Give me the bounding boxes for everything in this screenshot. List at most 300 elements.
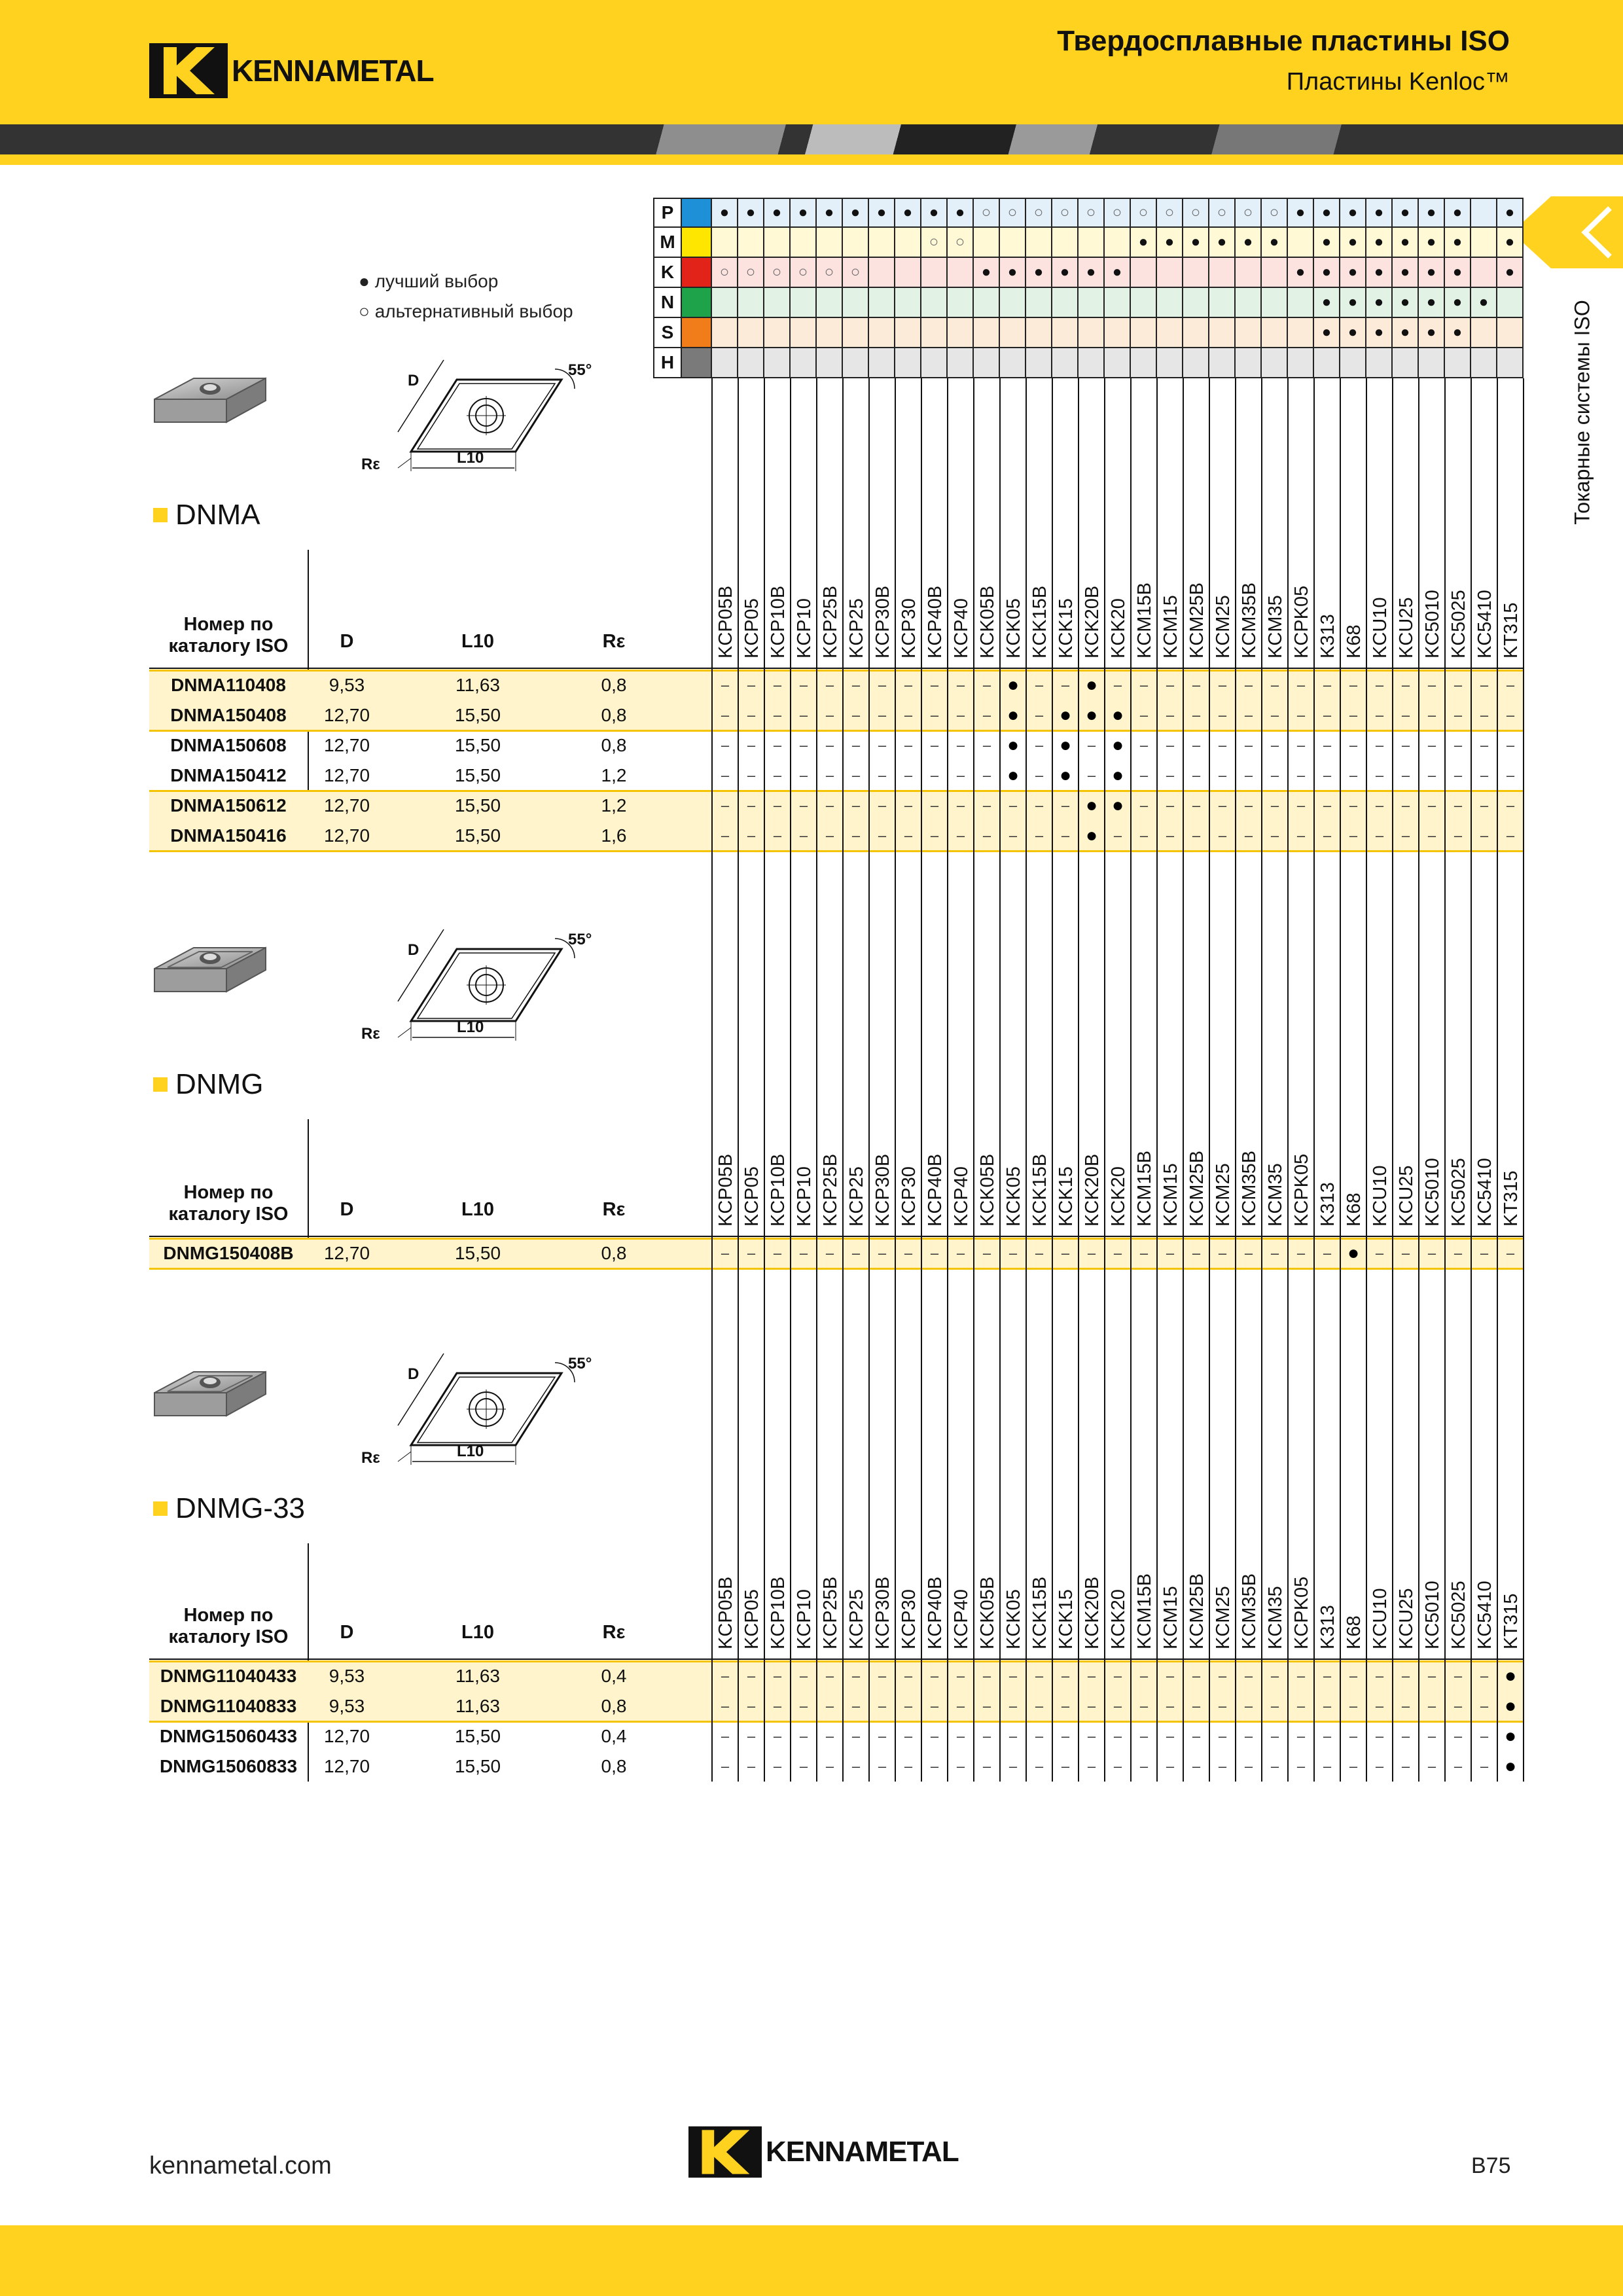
- grade-availability: –: [1139, 797, 1149, 814]
- grade-label-text: KCP10B: [768, 585, 789, 658]
- grade-label-text: K313: [1317, 1182, 1338, 1227]
- part-number[interactable]: DNMG150408B: [163, 1243, 294, 1263]
- material-mark: [1157, 288, 1183, 318]
- grade-label-text: K313: [1317, 1605, 1338, 1649]
- dim-d: 9,53: [329, 675, 365, 695]
- grade-availability: –: [1061, 1758, 1070, 1774]
- legend-best: ● лучший выбор: [359, 271, 499, 291]
- grade-availability: –: [1375, 797, 1384, 814]
- column-header-d: D: [340, 1199, 354, 1220]
- grade-availability: –: [825, 1698, 834, 1714]
- grade-availability: –: [1401, 677, 1410, 693]
- dim-re: 1,2: [601, 795, 627, 816]
- material-mark: ●: [1340, 228, 1366, 258]
- grade-availability: –: [982, 827, 991, 844]
- material-mark: [791, 348, 817, 378]
- grade-label-text: KCP10: [794, 1589, 815, 1649]
- grade-availability: –: [1087, 1758, 1096, 1774]
- grade-availability: ●: [1007, 704, 1020, 726]
- grade-availability: –: [1270, 767, 1279, 783]
- grade-availability: –: [1035, 1245, 1044, 1261]
- diagram-re-label: Rε: [361, 1025, 380, 1043]
- grade-label: [948, 1105, 974, 1227]
- grade-availability: –: [1454, 767, 1463, 783]
- grade-availability: –: [1506, 797, 1515, 814]
- grade-availability: –: [1454, 1698, 1463, 1714]
- material-mark: [1445, 348, 1471, 378]
- grade-label-text: KCP25B: [820, 585, 841, 658]
- grade-availability: –: [1296, 677, 1306, 693]
- material-mark: [1471, 318, 1497, 348]
- grade-label: [1105, 537, 1131, 658]
- grade-label-text: KCP30: [899, 1166, 919, 1227]
- grade-availability: –: [1480, 707, 1489, 723]
- grade-availability: –: [878, 737, 887, 753]
- grade-availability: –: [851, 677, 861, 693]
- grade-label: [1209, 1105, 1236, 1227]
- grade-label: [1157, 1528, 1183, 1649]
- grade-availability: –: [1035, 797, 1044, 814]
- table-row: [149, 730, 1524, 761]
- material-mark: [1393, 348, 1419, 378]
- grade-availability: –: [799, 677, 808, 693]
- dim-l10: 15,50: [454, 825, 501, 846]
- material-mark: [948, 348, 974, 378]
- grade-availability: –: [1061, 677, 1070, 693]
- grade-column-line: [842, 378, 844, 1782]
- material-mark: [1157, 318, 1183, 348]
- grade-label: [869, 537, 895, 658]
- grade-availability: –: [1427, 1668, 1436, 1684]
- material-mark: [948, 258, 974, 288]
- material-mark: [1105, 288, 1131, 318]
- grade-label-text: KCP05B: [715, 1576, 736, 1649]
- grade-availability: –: [956, 1758, 965, 1774]
- material-mark: [1105, 318, 1131, 348]
- grade-availability: –: [956, 767, 965, 783]
- material-mark: ●: [1445, 198, 1471, 228]
- grade-label: [1497, 537, 1524, 658]
- grade-label-text: KCM25: [1213, 1163, 1234, 1227]
- grade-availability: –: [1506, 1245, 1515, 1261]
- grade-availability: –: [1375, 1245, 1384, 1261]
- grade-availability: –: [1375, 767, 1384, 783]
- grade-label: [1471, 537, 1497, 658]
- grade-label-text: KCP30B: [872, 1576, 893, 1649]
- grade-availability: –: [956, 1698, 965, 1714]
- material-mark: [869, 288, 895, 318]
- grade-label-text: KCM15B: [1134, 582, 1155, 658]
- grade-label-text: KCP40B: [925, 1576, 946, 1649]
- grade-availability: –: [721, 737, 730, 753]
- section-title: [153, 1492, 305, 1525]
- grade-availability: –: [1323, 1698, 1332, 1714]
- grade-label-text: K68: [1344, 1615, 1364, 1649]
- grade-availability: –: [1087, 1728, 1096, 1744]
- grade-label-text: KCK15B: [1029, 1576, 1050, 1649]
- part-number[interactable]: DNMA150608: [170, 735, 287, 755]
- grade-availability: ●: [1085, 825, 1098, 846]
- grade-label: [948, 1528, 974, 1649]
- material-mark: ●: [1340, 288, 1366, 318]
- column-header-l10: L10: [461, 1622, 494, 1643]
- material-mark: [895, 318, 921, 348]
- grade-label: [1026, 537, 1052, 658]
- dim-l10: 15,50: [454, 1243, 501, 1263]
- grade-label-text: KCP10B: [768, 1153, 789, 1227]
- grade-label-text: KCK15: [1056, 598, 1077, 658]
- grade-availability: –: [1035, 677, 1044, 693]
- material-mark: [1497, 318, 1524, 348]
- dim-d: 12,70: [323, 825, 370, 846]
- grade-label-text: KCP25: [846, 1589, 867, 1649]
- grade-label-text: K313: [1317, 614, 1338, 658]
- material-mark: ○: [1157, 198, 1183, 228]
- section-title-text: DNMG: [175, 1068, 264, 1100]
- material-mark: ●: [1366, 288, 1393, 318]
- grade-label: [764, 537, 791, 658]
- grade-availability: –: [878, 1698, 887, 1714]
- section-header-rule: [149, 668, 1524, 669]
- grade-availability: –: [1480, 1668, 1489, 1684]
- grade-label-text: KCK15B: [1029, 585, 1050, 658]
- part-number[interactable]: DNMA110408: [171, 675, 286, 695]
- material-mark: [1288, 228, 1314, 258]
- grade-availability: –: [773, 767, 782, 783]
- grade-label: [1419, 537, 1445, 658]
- grade-column-line: [921, 378, 922, 1782]
- diagram-d-label: D: [408, 1365, 419, 1383]
- material-mark: ○: [1131, 198, 1157, 228]
- grade-label-text: KCK20: [1108, 598, 1129, 658]
- grade-availability: ●: [1059, 764, 1072, 786]
- grade-availability: –: [1087, 1668, 1096, 1684]
- grade-availability: –: [1349, 707, 1358, 723]
- material-mark: ●: [1497, 228, 1524, 258]
- material-mark: [817, 318, 843, 348]
- grade-label: [1236, 1105, 1262, 1227]
- material-mark: ○: [1262, 198, 1288, 228]
- grade-label-text: KCP40: [951, 1589, 972, 1649]
- grade-availability: –: [1454, 1668, 1463, 1684]
- grade-column-line: [868, 378, 870, 1782]
- material-mark: ○: [1183, 198, 1209, 228]
- material-mark: [895, 228, 921, 258]
- grade-availability: –: [1218, 767, 1227, 783]
- grade-availability: –: [1296, 1245, 1306, 1261]
- material-mark: ○: [843, 258, 869, 288]
- grade-availability: –: [1244, 707, 1253, 723]
- grade-availability: –: [721, 1245, 730, 1261]
- grade-label-text: KCP40B: [925, 585, 946, 658]
- diagram-l10-label: L10: [457, 1018, 484, 1036]
- grade-availability: –: [773, 737, 782, 753]
- material-mark: [1288, 318, 1314, 348]
- diagram-l10-label: L10: [457, 1443, 484, 1460]
- column-header-re: Rε: [602, 1622, 626, 1643]
- grade-label: [1471, 1528, 1497, 1649]
- grade-label-text: KCP05: [741, 1589, 762, 1649]
- grade-availability: –: [956, 1668, 965, 1684]
- material-mark: [1000, 288, 1026, 318]
- grade-availability: ●: [1111, 734, 1124, 756]
- material-mark: ●: [1314, 318, 1340, 348]
- material-mark: [921, 258, 948, 288]
- grade-availability: –: [904, 677, 913, 693]
- grade-label-text: KCP25B: [820, 1576, 841, 1649]
- section-title-marker: [153, 1077, 168, 1092]
- dim-l10: 15,50: [454, 765, 501, 785]
- grade-column-line: [1366, 378, 1367, 1782]
- grade-availability: –: [1427, 707, 1436, 723]
- grade-availability: –: [1244, 677, 1253, 693]
- grade-availability: –: [1427, 827, 1436, 844]
- dim-re: 0,4: [601, 1726, 627, 1746]
- grade-availability: –: [825, 707, 834, 723]
- grade-availability: –: [1375, 677, 1384, 693]
- grade-availability: –: [1113, 1668, 1122, 1684]
- grade-availability: –: [1139, 737, 1149, 753]
- grade-availability: –: [878, 797, 887, 814]
- part-number[interactable]: DNMA150416: [170, 825, 287, 846]
- grade-availability: –: [904, 1728, 913, 1744]
- grade-label-text: KCP40B: [925, 1153, 946, 1227]
- grade-availability: –: [1349, 1668, 1358, 1684]
- material-mark: [869, 228, 895, 258]
- grade-availability: –: [1035, 767, 1044, 783]
- page-title: Твердосплавные пластины ISO: [1057, 25, 1510, 57]
- grade-availability: –: [1401, 1728, 1410, 1744]
- material-mark: [1497, 288, 1524, 318]
- grade-availability: –: [930, 1728, 939, 1744]
- grade-availability: –: [825, 1668, 834, 1684]
- material-mark: ●: [1366, 258, 1393, 288]
- grade-label-text: KCU25: [1396, 1588, 1417, 1649]
- section-header-rule: [149, 1659, 1524, 1660]
- grade-availability: –: [773, 1758, 782, 1774]
- grade-availability: –: [1296, 827, 1306, 844]
- grade-availability: –: [1323, 1245, 1332, 1261]
- dim-l10: 15,50: [454, 795, 501, 816]
- grade-label: [1000, 1105, 1026, 1227]
- grade-column-line: [1287, 378, 1289, 1782]
- grade-label: [1079, 537, 1105, 658]
- grade-availability: –: [1139, 1758, 1149, 1774]
- grade-availability: –: [1349, 677, 1358, 693]
- material-code-n: N: [653, 288, 682, 318]
- material-mark: ●: [869, 198, 895, 228]
- grade-label-text: KCPK05: [1291, 1153, 1312, 1227]
- grade-availability: –: [747, 707, 756, 723]
- material-code-h: H: [653, 348, 682, 378]
- material-mark: [1131, 258, 1157, 288]
- grade-availability: –: [1427, 1728, 1436, 1744]
- material-mark: ○: [1000, 198, 1026, 228]
- grade-availability: –: [1166, 1698, 1175, 1714]
- grade-availability: –: [930, 767, 939, 783]
- insert-photo-icon: [148, 1354, 272, 1432]
- grade-column-line: [1523, 378, 1524, 1782]
- part-number[interactable]: DNMA150612: [170, 795, 287, 816]
- grade-availability: –: [1008, 1668, 1018, 1684]
- grade-label: [1366, 1105, 1393, 1227]
- grade-label-text: KCK05B: [977, 1576, 998, 1649]
- row-group-separator: [149, 1238, 1524, 1240]
- diagram-angle-label: 55°: [568, 1355, 592, 1372]
- material-mark: [843, 228, 869, 258]
- grade-availability: –: [1166, 737, 1175, 753]
- grade-column-line: [790, 378, 791, 1782]
- grade-label: [1183, 537, 1209, 658]
- grade-availability: –: [956, 1728, 965, 1744]
- grade-label-text: KCP10: [794, 1166, 815, 1227]
- material-mark: [1183, 318, 1209, 348]
- grade-availability: –: [1192, 797, 1201, 814]
- material-mark: ●: [1026, 258, 1052, 288]
- grade-availability: –: [956, 707, 965, 723]
- grade-availability: –: [1427, 1698, 1436, 1714]
- grade-column-line: [999, 378, 1001, 1782]
- grade-label-text: KCM25B: [1186, 1150, 1207, 1227]
- section-title-text: DNMG-33: [175, 1492, 306, 1524]
- part-number[interactable]: DNMG15060833: [159, 1756, 298, 1776]
- grade-availability: –: [721, 797, 730, 814]
- grade-availability: –: [878, 1758, 887, 1774]
- grade-availability: ●: [1085, 674, 1098, 696]
- grade-label-text: KCP30B: [872, 585, 893, 658]
- material-mark: [921, 348, 948, 378]
- diagram-l10-label: L10: [457, 449, 484, 467]
- grade-availability: –: [878, 1728, 887, 1744]
- material-mark: [1131, 288, 1157, 318]
- grade-availability: –: [956, 737, 965, 753]
- grade-availability: –: [1296, 1698, 1306, 1714]
- grade-label: [1314, 537, 1340, 658]
- grade-label: [1079, 1105, 1105, 1227]
- grade-label-text: KT315: [1501, 602, 1522, 658]
- grade-label-text: KC5010: [1422, 590, 1443, 658]
- material-mark: ●: [1183, 228, 1209, 258]
- grade-column-line: [1026, 378, 1027, 1782]
- material-mark: [895, 258, 921, 288]
- material-mark: [1471, 258, 1497, 288]
- material-mark: [1131, 318, 1157, 348]
- grade-label: [974, 537, 1000, 658]
- row-group-separator: [149, 790, 1524, 792]
- grade-availability: –: [1270, 1668, 1279, 1684]
- grade-label: [1314, 1528, 1340, 1649]
- grade-availability: –: [1192, 1668, 1201, 1684]
- dim-l10: 15,50: [454, 1756, 501, 1776]
- grade-availability: ●: [1111, 704, 1124, 726]
- material-mark: ●: [1288, 258, 1314, 288]
- grade-availability: –: [851, 1698, 861, 1714]
- part-number[interactable]: DNMG15060433: [159, 1726, 298, 1746]
- grade-availability: ●: [1504, 1665, 1517, 1687]
- material-mark: [1497, 348, 1524, 378]
- grade-label-text: KCM35B: [1239, 1573, 1260, 1649]
- part-number[interactable]: DNMG11040433: [160, 1666, 297, 1686]
- material-mark: [712, 348, 738, 378]
- grade-availability: –: [930, 1245, 939, 1261]
- material-mark: [1000, 318, 1026, 348]
- grade-availability: –: [1244, 797, 1253, 814]
- material-mark: ○: [817, 258, 843, 288]
- material-code-s: S: [653, 318, 682, 348]
- grade-label: [738, 1528, 764, 1649]
- material-mark: [1052, 348, 1079, 378]
- grade-availability: –: [1323, 1728, 1332, 1744]
- grade-availability: –: [1035, 1728, 1044, 1744]
- grade-availability: –: [747, 677, 756, 693]
- material-mark: ●: [1366, 198, 1393, 228]
- material-mark: ●: [738, 198, 764, 228]
- grade-availability: ●: [1007, 734, 1020, 756]
- grade-label-text: K68: [1344, 1193, 1364, 1227]
- grade-availability: –: [1192, 767, 1201, 783]
- grade-availability: –: [825, 1245, 834, 1261]
- grade-label-text: KC5010: [1422, 1158, 1443, 1227]
- grade-label: [1445, 537, 1471, 658]
- grade-availability: –: [1218, 1698, 1227, 1714]
- grade-availability: –: [1323, 707, 1332, 723]
- footer-url[interactable]: kennametal.com: [149, 2152, 332, 2179]
- grade-label-text: KCP30B: [872, 1153, 893, 1227]
- grade-availability: –: [904, 797, 913, 814]
- grade-label: [974, 1528, 1000, 1649]
- grade-availability: –: [982, 767, 991, 783]
- material-mark: [1419, 348, 1445, 378]
- part-number[interactable]: DNMG11040833: [160, 1696, 297, 1716]
- grade-availability: –: [799, 707, 808, 723]
- grade-label: [791, 1528, 817, 1649]
- grade-label: [843, 1528, 869, 1649]
- grade-label: [1445, 1105, 1471, 1227]
- dim-d: 12,70: [323, 735, 370, 755]
- grade-availability: –: [1139, 677, 1149, 693]
- material-mark: ●: [1288, 198, 1314, 228]
- grade-availability: –: [799, 797, 808, 814]
- grade-label-text: K68: [1344, 624, 1364, 658]
- material-mark: ●: [1000, 258, 1026, 288]
- grade-label: [1288, 1105, 1314, 1227]
- grade-availability: –: [1270, 677, 1279, 693]
- grade-label: [1000, 537, 1026, 658]
- grade-availability: –: [1166, 1245, 1175, 1261]
- dim-l10: 11,63: [455, 1666, 500, 1686]
- grade-availability: –: [1480, 1758, 1489, 1774]
- material-mark: [817, 228, 843, 258]
- material-mark: ○: [1105, 198, 1131, 228]
- material-mark: [1026, 288, 1052, 318]
- footer-band: [0, 2225, 1623, 2296]
- grade-availability: –: [1323, 737, 1332, 753]
- part-number[interactable]: DNMA150408: [170, 705, 287, 725]
- material-mark: ●: [1262, 228, 1288, 258]
- grade-column-line: [1313, 378, 1315, 1782]
- grade-availability: –: [721, 767, 730, 783]
- grade-label: [1340, 1105, 1366, 1227]
- grade-availability: –: [904, 737, 913, 753]
- part-number[interactable]: DNMA150412: [170, 765, 287, 785]
- grade-label-text: KCM15B: [1134, 1150, 1155, 1227]
- material-mark: ○: [1079, 198, 1105, 228]
- material-mark: ●: [1314, 198, 1340, 228]
- grade-label-text: KCP25: [846, 1166, 867, 1227]
- grade-label: [1366, 1528, 1393, 1649]
- grade-column-line: [711, 378, 713, 1782]
- grade-label-text: KCP05: [741, 598, 762, 658]
